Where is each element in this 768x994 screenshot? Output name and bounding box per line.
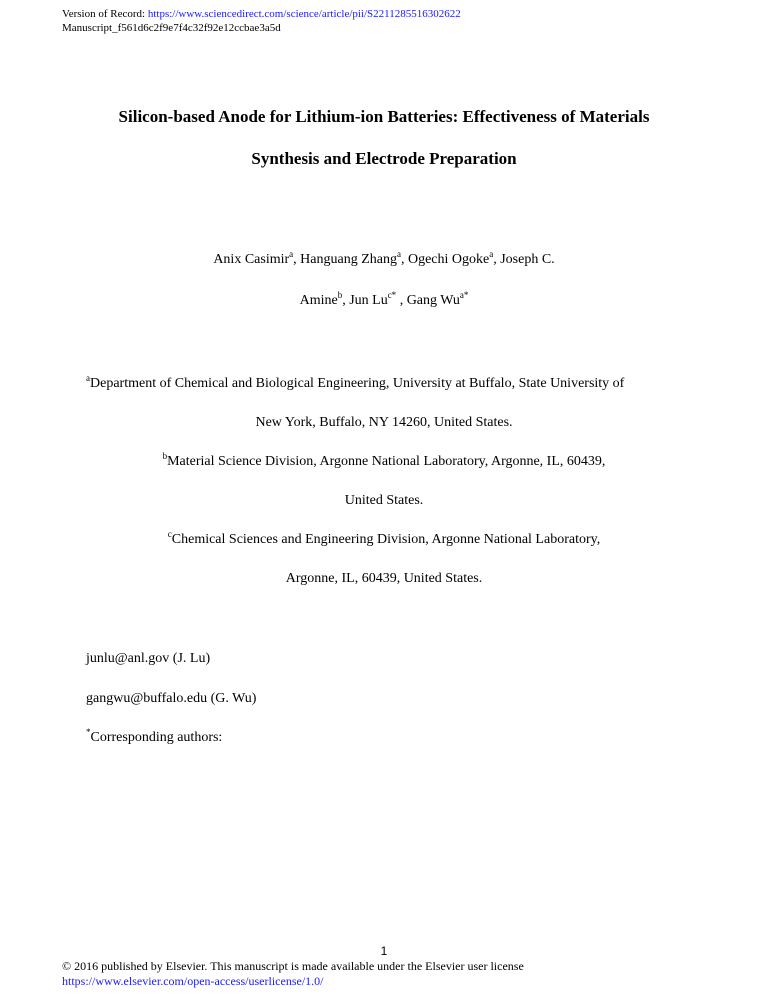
page-number: 1 [380,944,388,958]
manuscript-id: Manuscript_f561d6c2f9e7f4c32f92e12ccbae3a5d [62,22,281,34]
affiliation-c-line-2: Argonne, IL, 60439, United States. [285,571,483,586]
authors-line-2 [0,292,768,309]
author-2: Hanguang Zhang$^a$, [300,249,408,267]
affiliation-b-sup: b [162,451,168,461]
affiliation-b-line-1: $^b$Material Science Division, Argonne National Laboratory, Argonne, IL, 60439, [162,451,606,469]
author-3: Ogechi Ogoke$^a$, [407,249,501,267]
email-lu[interactable]: junlu@anl.gov (J. Lu) [86,651,211,666]
author-4-cont: Amine$^b$, [299,290,350,308]
affiliation-a-line-2: New York, Buffalo, NY 14260, United States. [255,415,513,430]
email-wu[interactable]: gangwu@buffalo.edu (G. Wu) [86,691,257,706]
corresponding-sup: * [86,727,91,737]
version-of-record-line [62,8,461,21]
affiliation-a-sup: a [86,373,90,383]
affiliation-b-line-2: United States. [344,493,424,508]
license-text: © 2016 published by Elsevier. This manuscript is made available under the Elsevier user license [62,959,524,973]
affiliation-a-line-1: $^a$Department of Chemical and Biological Engineering, University at Buffalo, State University of [86,373,625,391]
version-url-link[interactable]: https://www.sciencedirect.com/science/article/pii/S2211285516302622 [147,8,461,20]
title-line-1: Silicon-based Anode for Lithium-ion Batteries: Effectiveness of Materials [118,107,650,126]
author-6: Gang $Wu^{a*}$ [406,290,469,308]
author-4: Joseph C. [500,252,555,267]
affiliation-c-sup: c [167,529,172,539]
corresponding-authors-label: *Corresponding authors: [86,727,223,745]
version-label: Version of Record: [62,8,146,20]
affiliation-c-line-1: $^c$Chemical Sciences and Engineering Division, Argonne National Laboratory, [167,529,601,547]
author-1: Anix Casimir$^a$, [213,249,301,267]
license-url-link[interactable]: https://www.elsevier.com/open-access/userlicense/1.0/ [62,974,324,988]
authors-line-1 [0,251,768,268]
title-line-2: Synthesis and Electrode Preparation [251,149,517,168]
author-5: Jun $Lu^{c*}$ , [349,290,407,308]
